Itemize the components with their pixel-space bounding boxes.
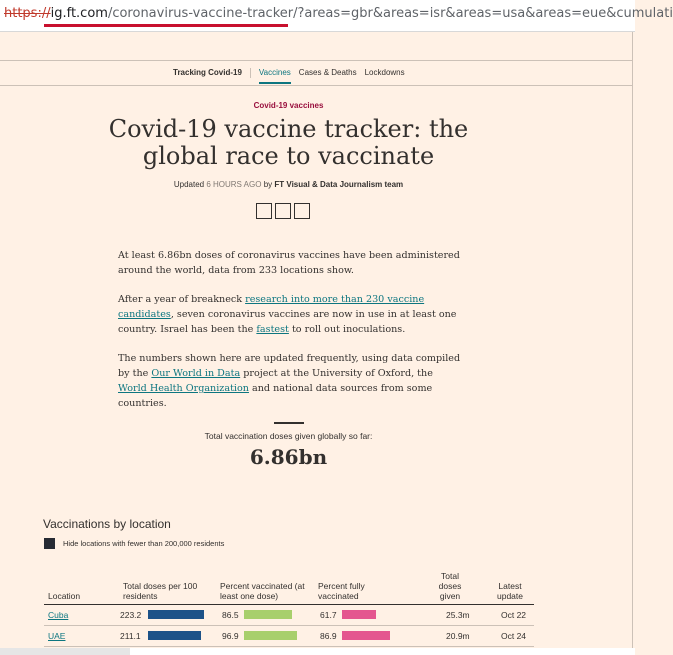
url-host: ig.ft.com [50,6,108,21]
url-underline [44,24,288,27]
header-doses-per-100[interactable]: Total doses per 100 residents [123,581,198,601]
hide-small-locations-label[interactable]: Hide locations with fewer than 200,000 residents [63,539,225,548]
p3-text-c: and national data sources from some countries. [118,383,433,409]
row-divider [44,646,534,647]
p2-text-b: , seven coronavirus vaccines are now in use in at least one country. Israel has been the [118,309,457,335]
article-kicker[interactable]: Covid-19 vaccines [253,101,324,110]
p3-text-b: project at the University of Oxford, the [240,368,433,379]
byline-team: FT Visual & Data Journalism team [274,180,404,189]
address-bar[interactable] [0,0,673,32]
paragraph-3 [118,351,463,411]
full-bar [342,631,390,640]
paragraph-1: At least 6.86bn doses of coronavirus vaccines have been administered around the world, data from 233 locations show. [118,250,460,276]
header-location[interactable]: Location [48,591,81,601]
row-total-doses: 20.9m [446,631,470,641]
row-pct-full: 86.9 [320,631,337,641]
p2-text-a: After a year of breakneck [118,294,246,305]
row-doses-per-100: 211.1 [120,631,141,641]
full-bar [342,610,376,619]
url-protocol: https:// [4,6,51,21]
link-our-world-in-data[interactable]: Our World in Data [151,368,241,379]
nav-cases-deaths[interactable]: Cases & Deaths [298,68,357,77]
page-title: Covid-19 vaccine tracker: the global race to vaccinate [108,115,469,170]
row-location[interactable]: UAE [48,631,66,641]
share-facebook-button[interactable] [275,203,291,219]
share-twitter-button[interactable] [256,203,272,219]
doses-bar [148,631,201,640]
nav-separator [250,68,251,78]
row-doses-per-100: 223.2 [120,610,142,620]
total-doses-value: 6.86bn [249,445,328,469]
byline-by: by [263,180,273,189]
doses-bar [148,610,204,619]
header-pct-full[interactable]: Percent fully vaccinated [318,581,365,601]
row-pct-one-dose: 86.5 [222,610,239,620]
p3-text-a: The numbers shown here are updated frequently, using data compiled by the [118,353,461,379]
nav-vaccines[interactable]: Vaccines [259,68,291,84]
row-location[interactable]: Cuba [48,610,69,620]
byline-prefix: Updated [173,180,205,189]
table-row[interactable] [44,626,534,647]
row-latest-update: Oct 22 [501,610,527,620]
share-buttons [256,203,313,219]
topic-nav [0,60,632,86]
url-path: /coronavirus-vaccine-tracker/ [107,6,298,21]
page-edge-line [632,32,633,655]
total-doses-label: Total vaccination doses given globally so far: [204,431,373,441]
one-dose-bar [244,631,297,640]
table-row[interactable] [44,605,534,626]
byline [0,180,577,189]
page-top-strip [0,34,635,60]
row-pct-full: 61.7 [320,610,337,620]
link-fastest[interactable]: fastest [256,324,289,335]
section-title: Vaccinations by location [43,517,171,531]
article-body [118,248,463,425]
stat-divider [274,422,304,424]
header-total-doses[interactable]: Total doses given [438,571,462,601]
hide-small-locations-checkbox[interactable] [44,538,55,549]
link-who[interactable]: World Health Organization [118,383,249,394]
byline-time: 6 HOURS AGO [206,180,262,189]
url-query: ?areas=gbr&areas=isr&areas=usa&areas=eue&cumulati [297,6,673,21]
header-latest-update[interactable]: Latest update [497,581,523,601]
paragraph-2 [118,292,463,337]
row-pct-one-dose: 96.9 [222,631,239,641]
one-dose-bar [244,610,292,619]
header-pct-one-dose[interactable]: Percent vaccinated (at least one dose) [220,581,305,601]
row-latest-update: Oct 24 [501,631,527,641]
url-text[interactable] [4,6,673,21]
row-total-doses: 25.3m [446,610,470,620]
bottom-strip-left [0,648,130,655]
nav-tracking-covid[interactable]: Tracking Covid-19 [173,68,242,77]
nav-lockdowns[interactable]: Lockdowns [364,68,405,77]
link-vaccine-candidates[interactable]: research into more than 230 vaccine candidates [118,294,425,320]
share-linkedin-button[interactable] [294,203,310,219]
p2-text-c: to roll out inoculations. [288,324,406,335]
